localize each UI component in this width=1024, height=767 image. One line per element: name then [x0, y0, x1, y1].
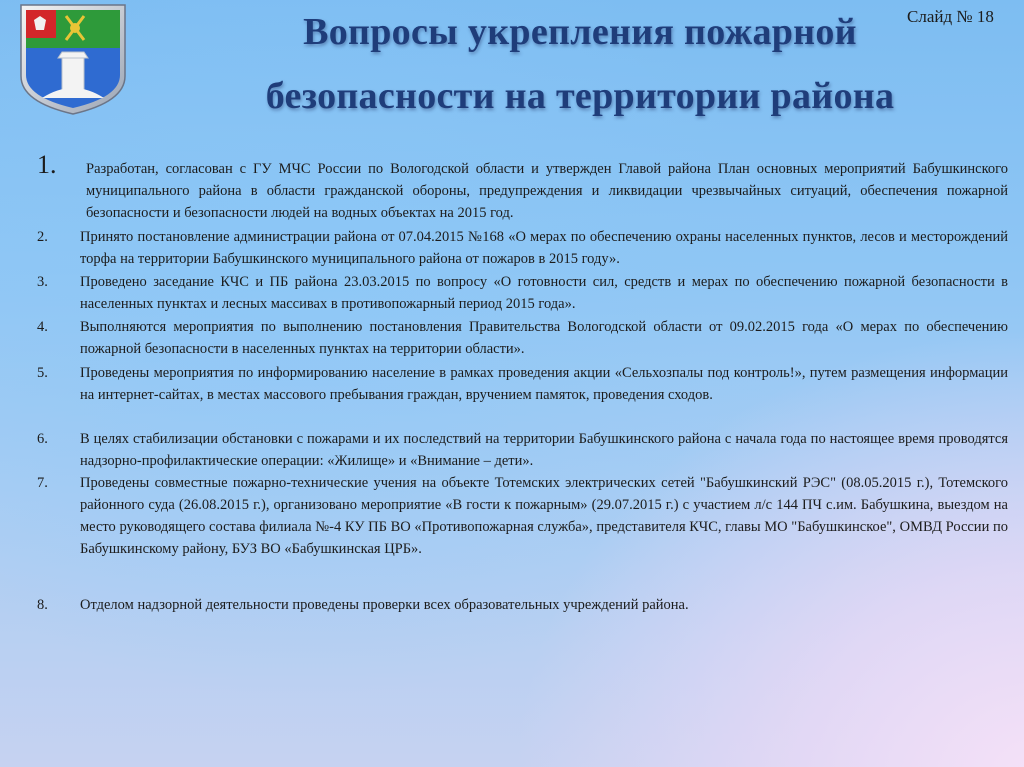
item-number: 5. — [37, 365, 48, 381]
title-line-1: Вопросы укрепления пожарной — [303, 11, 857, 53]
slide-number: Слайд № 18 — [907, 7, 994, 26]
item-text: Отделом надзорной деятельности проведены проверки всех образовательных учреждений района. — [80, 597, 689, 613]
item-number: 3. — [37, 274, 48, 290]
item-text: Проведены совместные пожарно-технические учения на объекте Тотемских электрических сетей "Бабушкинский РЭС" (08.05.2015 г.), Тотемского районного суда (26.08.2015 г.), организовано мероприятие «В гости к пожарным» (29.07.2015 г.) с участием л/с 144 ПЧ с.им. Бабушкина, выездом на место руководящего состава филиала №-4 КУ ПБ ВО «Противопожарная служба», представителя КЧС, главы МО "Бабушкинское", ОМВД России по Бабушкинскому району, БУЗ ВО «Бабушкинская ЦРБ». — [80, 475, 1008, 557]
item-number: 8. — [37, 597, 48, 613]
item-text: Выполняются мероприятия по выполнению постановления Правительства Вологодской области от 09.02.2015 года «О мерах по обеспечению пожарной безопасности в населенных пунктах на территории области». — [80, 319, 1008, 357]
item-number: 7. — [37, 475, 48, 491]
item-text: Принято постановление администрации района от 07.04.2015 №168 «О мерах по обеспечению охраны населенных пунктов, лесов и месторождений торфа на территории Бабушкинского муниципального района от пожаров в 2015 году». — [80, 229, 1008, 267]
item-number: 6. — [37, 431, 48, 447]
title-line-2: безопасности на территории района — [265, 75, 895, 117]
item-text: Проведены мероприятия по информированию население в рамках проведения акции «Сельхозпалы под контроль!», путем размещения информации на интернет-сайтах, в местах массового пребывания граждан, вручением памяток, проведения сходов. — [80, 365, 1008, 403]
item-number: 2. — [37, 229, 48, 245]
item-text: Разработан, согласован с ГУ МЧС России по Вологодской области и утвержден Главой района План основных мероприятий Бабушкинского муниципального района в области гражданской обороны, предупреждения и ликвидации чрезвычайных ситуаций, обеспечения пожарной безопасности и безопасности людей на водных объектах на 2015 год. — [86, 161, 1008, 221]
item-number: 4. — [37, 319, 48, 335]
item-text: Проведено заседание КЧС и ПБ района 23.03.2015 по вопросу «О готовности сил, средств и мерах по обеспечению пожарной безопасности в населенных пунктах и лесных массивах в противопожарный период 2015 года». — [80, 274, 1008, 312]
item-text: В целях стабилизации обстановки с пожарами и их последствий на территории Бабушкинского района с начала года по настоящее время проводятся надзорно-профилактические операции: «Жилище» и «Внимание – дети». — [80, 431, 1008, 469]
item-number: 1. — [37, 150, 57, 179]
